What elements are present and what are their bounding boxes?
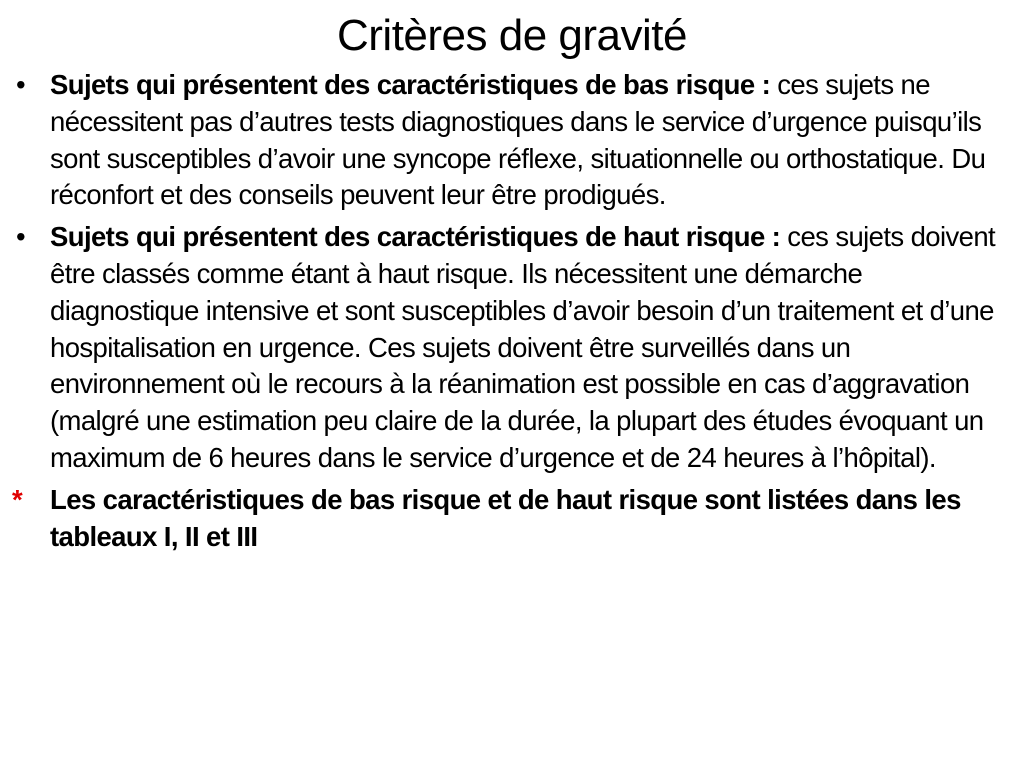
footnote bbox=[14, 482, 1016, 556]
bullet-high-risk bbox=[14, 219, 1016, 477]
bullet-low-risk-body: ces sujets ne nécessitent pas d’autres tests diagnostiques dans le service d’urgence puisqu’ils sont susceptibles d’avoir une syncope réflexe, situationnelle ou orthostatique. Du réconfort et des conseils peuvent leur être prodigués. bbox=[50, 69, 986, 211]
bullet-low-risk bbox=[14, 67, 1016, 214]
bullet-low-risk-lead: Sujets qui présentent des caractéristiques de bas risque : bbox=[50, 69, 771, 100]
bullet-dot-icon: • bbox=[16, 221, 26, 253]
footnote-text: Les caractéristiques de bas risque et de haut risque sont listées dans les tableaux I, II et III bbox=[50, 483, 961, 552]
bullet-list bbox=[14, 67, 1016, 560]
slide-title: Critères de gravité bbox=[337, 11, 687, 60]
bullet-high-risk-body: ces sujets doivent être classés comme étant à haut risque. Ils nécessitent une démarche diagnostique intensive et sont susceptibles d’avoir besoin d’un traitement et d’une hospitalisation en urgence. Ces sujets doivent être surveillés dans un environnement où le recours à la réanimation est possible en cas d’aggravation (malgré une estimation peu claire de la durée, la plupart des études évoquant un maximum de 6 heures dans le service d’urgence et de 24 heures à l’hôpital). bbox=[50, 221, 996, 473]
bullet-high-risk-lead: Sujets qui présentent des caractéristiques de haut risque : bbox=[50, 221, 781, 253]
bullet-dot-icon: • bbox=[16, 69, 26, 100]
asterisk-icon: * bbox=[12, 483, 23, 515]
